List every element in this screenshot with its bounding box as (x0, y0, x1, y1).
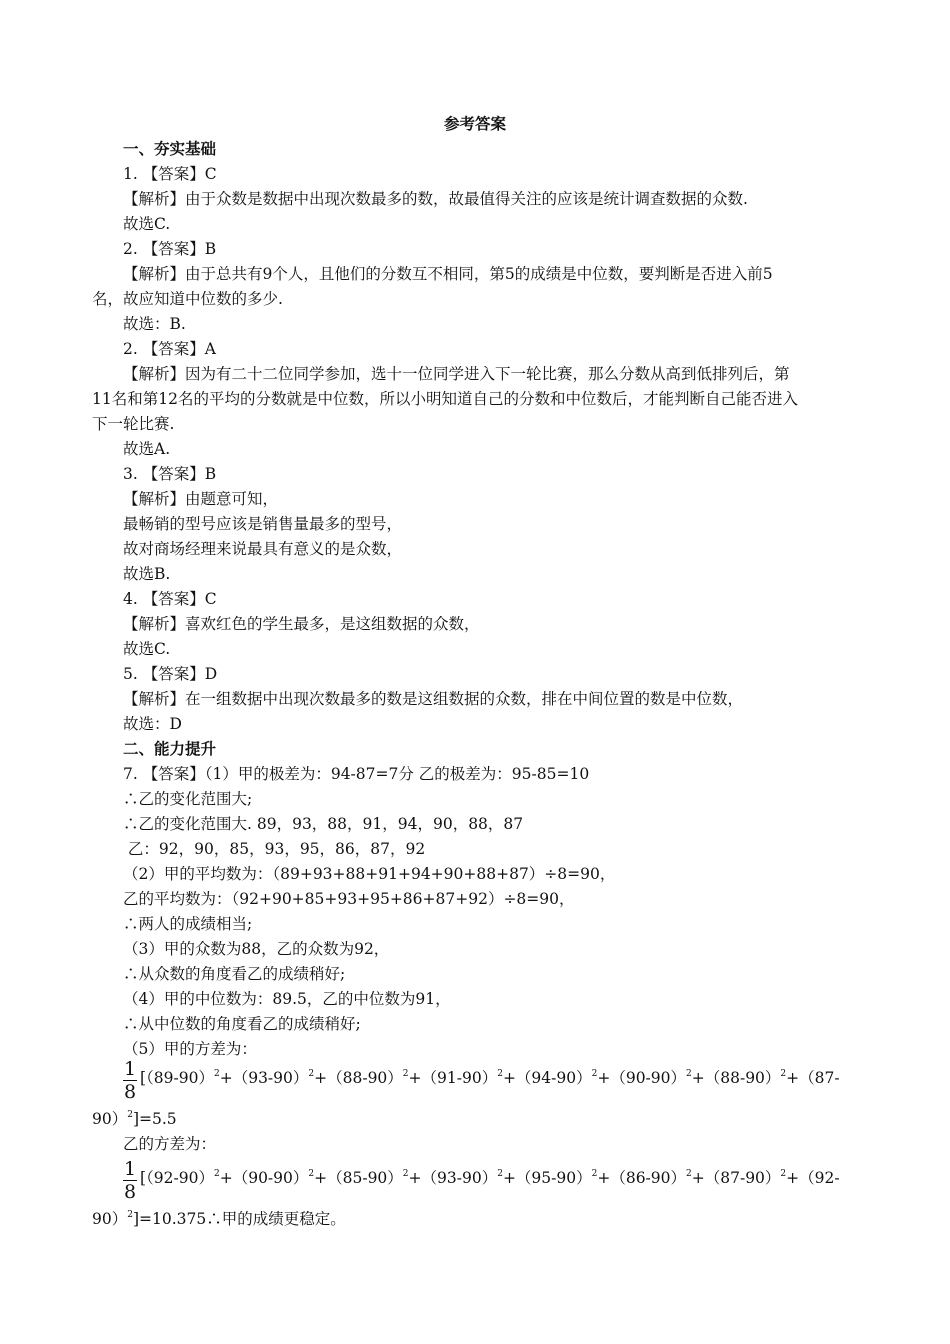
formula-term: +（90-90） (597, 1069, 687, 1087)
formula-term: +（85-90） (314, 1169, 403, 1187)
answer-line: 【解析】由于众数是数据中出现次数最多的数，故最值得关注的应该是统计调查数据的众数. (123, 190, 748, 208)
answer-line: 【解析】在一组数据中出现次数最多的数是这组数据的众数，排在中间位置的数是中位数， (123, 690, 744, 708)
exponent: 2 (686, 1169, 692, 1179)
formula-result: ]=10.375∴甲的成绩更稳定。 (132, 1210, 346, 1228)
answer-line: 下一轮比赛. (92, 415, 175, 433)
answer-line: （5）甲的方差为： (123, 1040, 257, 1058)
answer-line: 【解析】由题意可知， (123, 490, 279, 508)
section-heading-ability: 二、能力提升 (123, 740, 217, 758)
answer-line: 故选C. (123, 640, 171, 658)
formula-term: [（89-90） (140, 1069, 214, 1087)
answer-line: ∴两人的成绩相当; (123, 915, 253, 933)
answer-line: 最畅销的型号应该是销售量最多的型号， (123, 515, 403, 533)
formula-term: +（94-90） (502, 1069, 592, 1087)
answer-line: （3）甲的众数为88，乙的众数为92， (123, 940, 390, 958)
formula-term: +（88-90） (691, 1069, 781, 1087)
formula-term: +（87- (786, 1069, 840, 1087)
exponent: 2 (127, 1110, 133, 1120)
formula-term: +（95-90） (502, 1169, 592, 1187)
exponent: 2 (402, 1169, 409, 1179)
answer-line: 故选：D (123, 715, 182, 733)
formula-term: +（91-90） (408, 1069, 498, 1087)
answer-line: 4. 【答案】C (123, 590, 217, 608)
variance-formula-yi (140, 1168, 840, 1188)
variance-label-yi: 乙的方差为： (123, 1135, 217, 1153)
answer-line: 故选B. (123, 565, 171, 583)
page-title: 参考答案 (443, 115, 506, 133)
fraction-denominator: 8 (123, 1181, 137, 1203)
formula-term: 90） (92, 1210, 128, 1228)
fraction-numerator: 1 (123, 1158, 137, 1180)
exponent: 2 (127, 1210, 133, 1220)
answer-line: 5. 【答案】D (123, 665, 218, 683)
variance-result-jia (92, 1109, 177, 1129)
formula-term: +（93-90） (219, 1069, 309, 1087)
formula-term: +（87-90） (691, 1169, 781, 1187)
answer-line: 【解析】因为有二十二位同学参加，选十一位同学进入下一轮比赛，那么分数从高到低排列后，第 (123, 365, 790, 383)
answer-line: （4）甲的中位数为：89.5，乙的中位数为91， (123, 990, 451, 1008)
formula-result: ]=5.5 (132, 1110, 177, 1128)
exponent: 2 (213, 1069, 220, 1079)
exponent: 2 (591, 1069, 598, 1079)
answer-line: 2. 【答案】A (123, 340, 216, 358)
variance-result-yi (92, 1209, 346, 1229)
answer-line: 【解析】喜欢红色的学生最多，是这组数据的众数， (123, 615, 480, 633)
answer-line: 乙的平均数为：（92+90+85+93+95+86+87+92）÷8=90， (123, 890, 575, 908)
formula-term: +（93-90） (408, 1169, 498, 1187)
answer-line: 故选：B. (123, 315, 186, 333)
answer-line: 故选C. (123, 215, 171, 233)
answer-line: ∴从中位数的角度看乙的成绩稍好; (123, 1015, 361, 1033)
fraction-one-eighth (123, 1058, 137, 1103)
answer-line: 【解析】由于总共有9个人，且他们的分数互不相同，第5的成绩是中位数，要判断是否进入前5 (123, 265, 773, 283)
answer-line: ∴从众数的角度看乙的成绩稍好; (123, 965, 346, 983)
exponent: 2 (780, 1069, 787, 1079)
exponent: 2 (308, 1069, 315, 1079)
exponent: 2 (213, 1169, 220, 1179)
answer-line: （2）甲的平均数为：（89+93+88+91+94+90+88+87）÷8=90， (123, 865, 616, 883)
variance-formula-jia (140, 1068, 840, 1088)
answer-line: 3. 【答案】B (123, 465, 217, 483)
section-heading-basics: 一、夯实基础 (123, 140, 217, 158)
exponent: 2 (402, 1069, 409, 1079)
formula-term: +（86-90） (597, 1169, 687, 1187)
exponent: 2 (591, 1169, 598, 1179)
formula-term: +（90-90） (219, 1169, 309, 1187)
exponent: 2 (686, 1069, 692, 1079)
formula-term: [（92-90） (140, 1169, 214, 1187)
answer-line: 11名和第12名的平均的分数就是中位数，所以小明知道自己的分数和中位数后，才能判断自己能否进入 (92, 390, 798, 408)
exponent: 2 (780, 1169, 787, 1179)
answer-line: 故选A. (123, 440, 171, 458)
formula-term: +（92- (786, 1169, 840, 1187)
formula-term: 90） (92, 1110, 128, 1128)
answer-line: ∴乙的变化范围大; (123, 790, 253, 808)
answer-line: 乙：92，90，85，93，95，86，87，92 (123, 840, 426, 858)
answer-line: 名，故应知道中位数的多少. (92, 290, 283, 308)
answer-line: 2. 【答案】B (123, 240, 217, 258)
exponent: 2 (497, 1169, 503, 1179)
exponent: 2 (497, 1069, 503, 1079)
answer-line: ∴乙的变化范围大. 89，93，88，91，94，90，88，87 (123, 815, 524, 833)
answer-line: 7. 【答案】（1）甲的极差为：94-87=7分 乙的极差为：95-85=10 (123, 765, 590, 783)
fraction-numerator: 1 (123, 1058, 137, 1080)
fraction-denominator: 8 (123, 1081, 137, 1103)
formula-term: +（88-90） (314, 1069, 403, 1087)
exponent: 2 (308, 1169, 315, 1179)
answer-line: 1. 【答案】C (123, 165, 217, 183)
answer-line: 故对商场经理来说最具有意义的是众数， (123, 540, 403, 558)
fraction-one-eighth (123, 1158, 137, 1203)
